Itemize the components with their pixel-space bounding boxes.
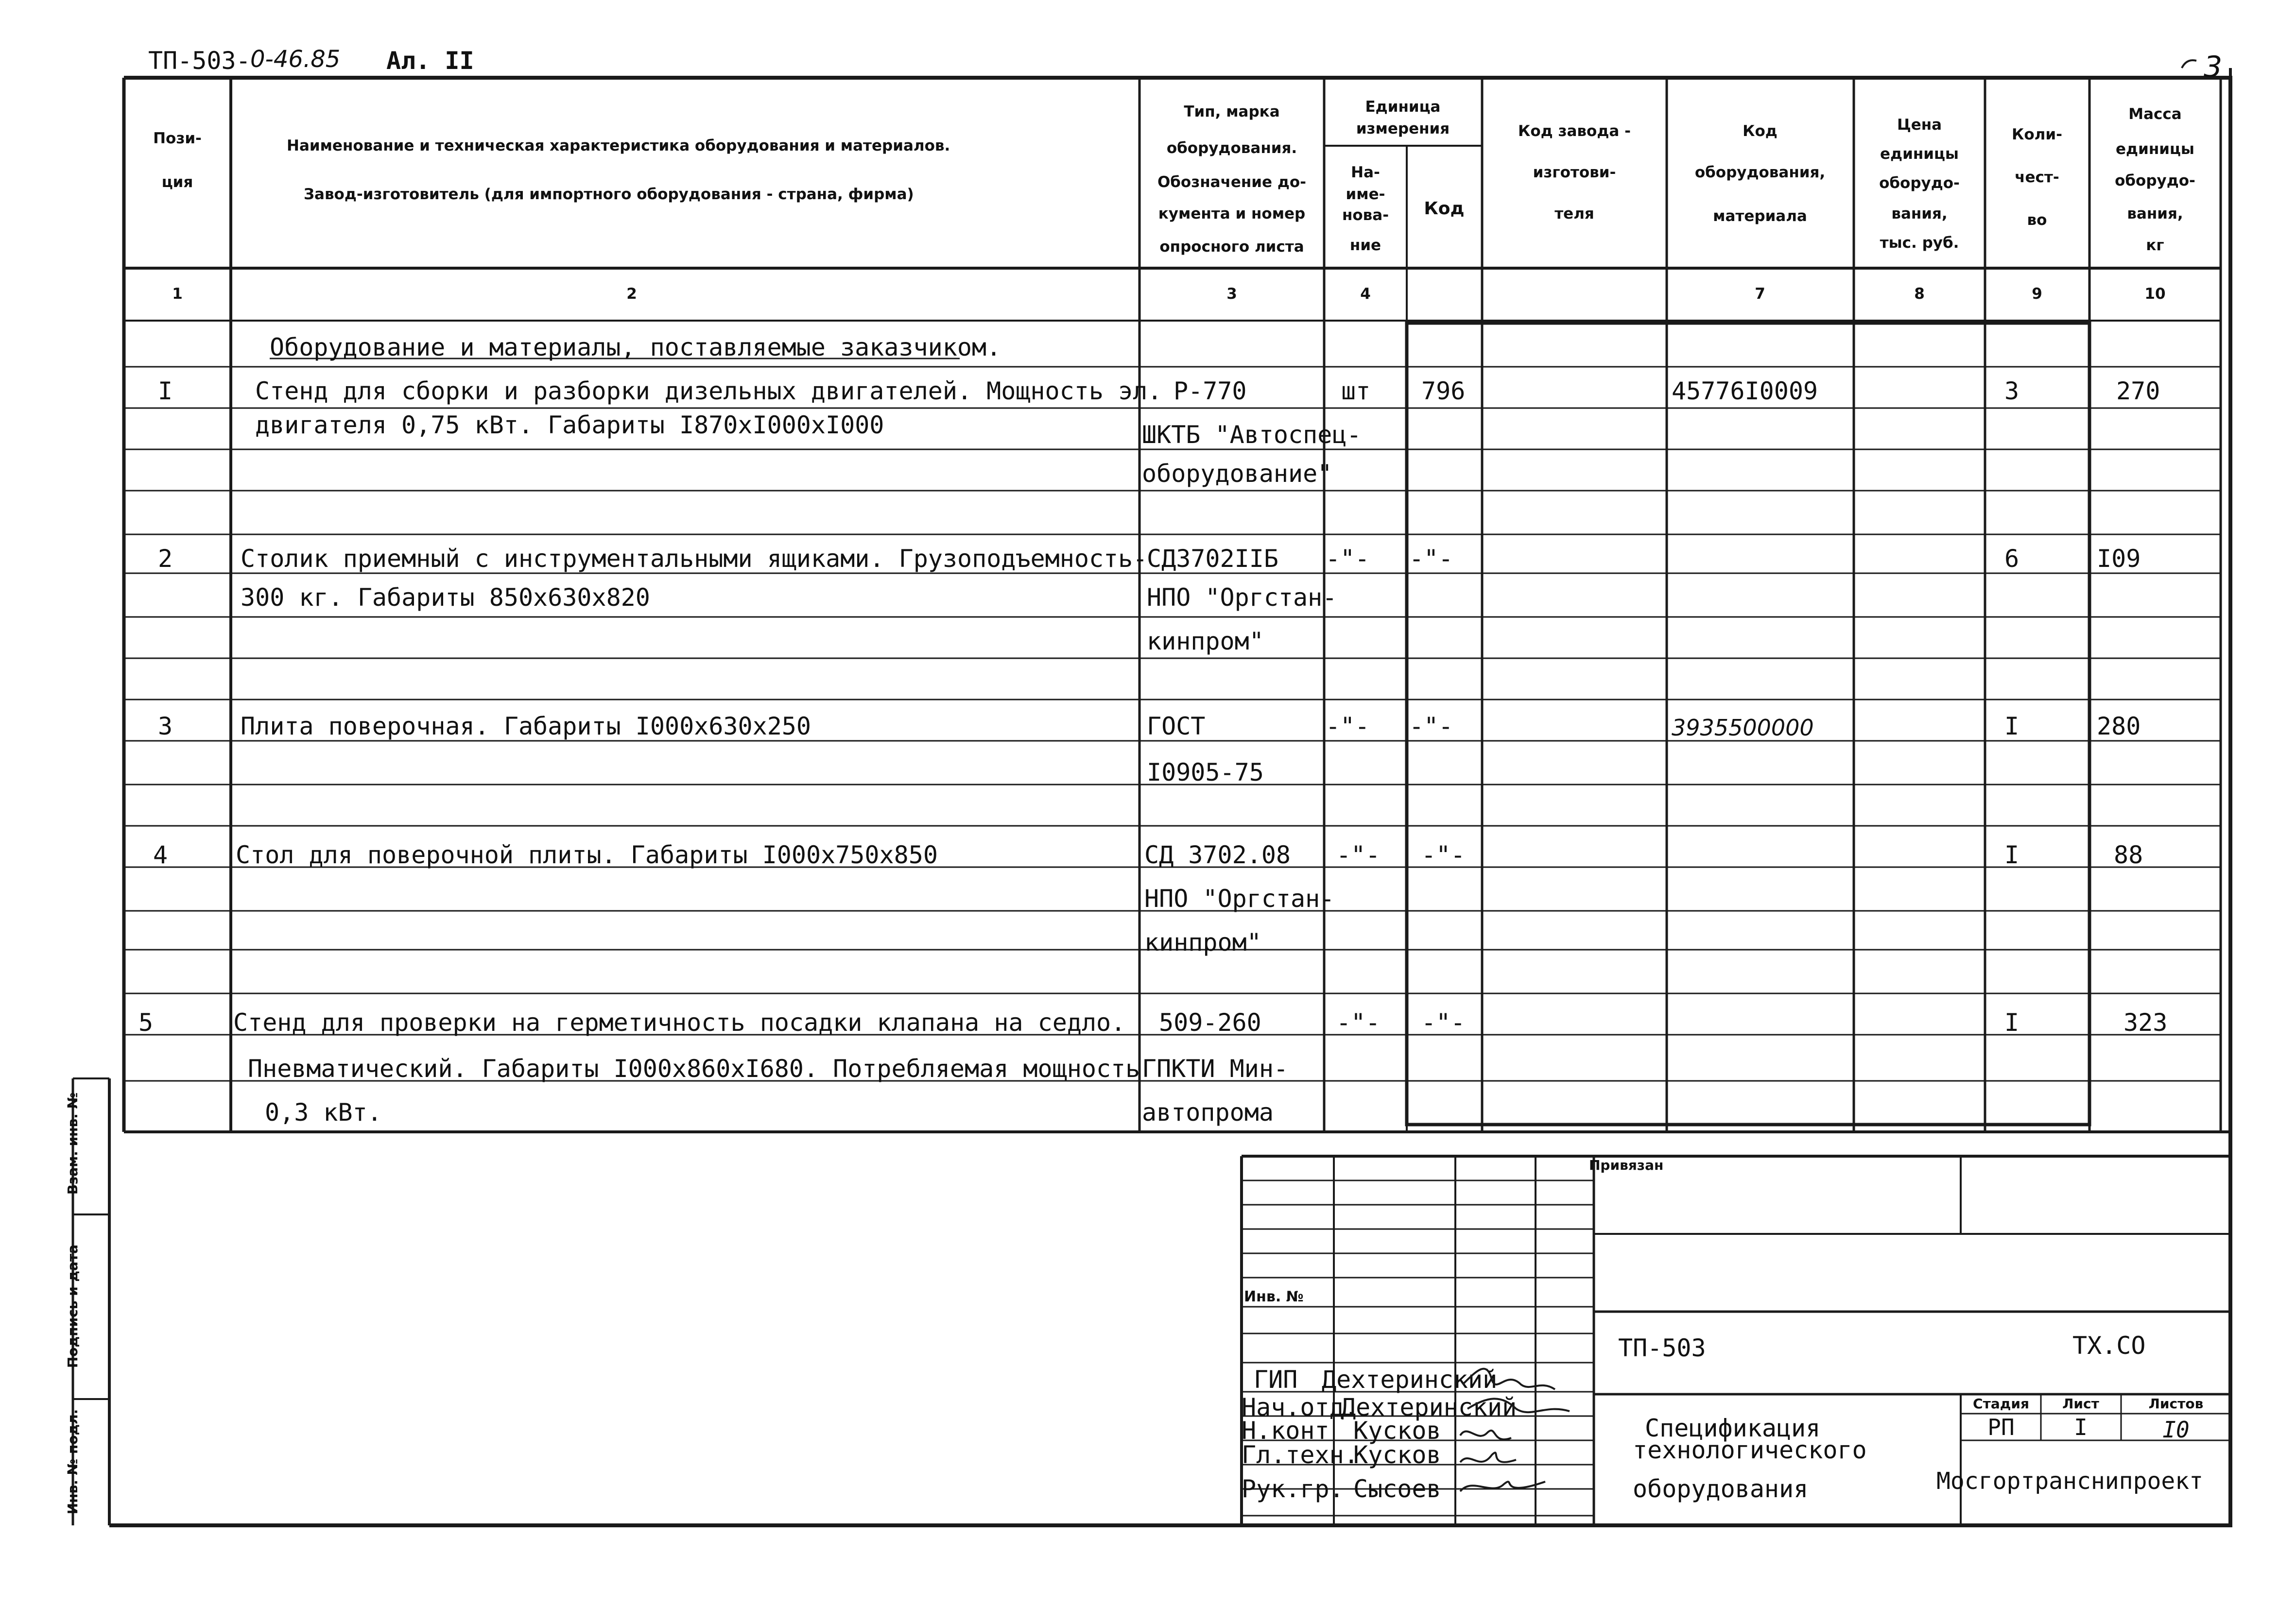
item-4-pos: 4 [153, 841, 168, 869]
stamp-role-4: Гл.техн. [1242, 1441, 1359, 1469]
item-2-unit: -"- [1326, 545, 1370, 573]
stamp-stage-label: Стадия [1973, 1396, 2029, 1412]
item-1-mass: 270 [2116, 377, 2160, 405]
header-col6-l1: Код завода - [1518, 122, 1631, 140]
header-col4-l4: ние [1349, 237, 1381, 254]
header-col10-l5: кг [2146, 237, 2164, 254]
colnum-10: 10 [2144, 285, 2166, 303]
item-3-desc-1: Плита поверочная. Габариты I000x630x250 [241, 712, 811, 740]
header-col8-l5: тыс. руб. [1880, 234, 1959, 252]
header-col4-l3: нова- [1342, 206, 1389, 224]
side-label-podpis: Подпись и дата [65, 1244, 81, 1368]
item-3-mass: 280 [2097, 712, 2141, 740]
header-col2-l1: Наименование и техническая характеристика оборудования и материалов. [287, 137, 950, 154]
stamp-name-5: Сысоев [1353, 1475, 1441, 1503]
colnum-8: 8 [1914, 285, 1925, 303]
header-unit-l1: Единица [1365, 98, 1441, 116]
stamp-sheets: I0 [2162, 1417, 2190, 1443]
item-1-equip-code: 45776I0009 [1672, 377, 1818, 405]
signature-3 [1460, 1431, 1511, 1439]
item-1-pos: I [157, 377, 173, 405]
item-4-type-2: НПО "Оргстан- [1144, 885, 1335, 913]
item-2-type-3: кинпром" [1147, 627, 1264, 655]
stamp-privyazan: Привязан [1589, 1157, 1664, 1173]
header-col6-l2: изготови- [1533, 164, 1616, 181]
item-1-qty: 3 [2004, 377, 2020, 405]
colnum-9: 9 [2032, 285, 2042, 303]
header-col2-l2: Завод-изготовитель (для импортного оборудования - страна, фирма) [304, 186, 914, 203]
item-2-unit-code: -"- [1409, 545, 1453, 573]
item-5-desc-3: 0,3 кВт. [265, 1098, 382, 1127]
stamp-title-3: оборудования [1633, 1475, 1809, 1503]
page-number: 3 [2204, 50, 2223, 84]
item-2-type-1: СД3702IIБ [1147, 545, 1278, 573]
signature-4 [1460, 1452, 1516, 1462]
colnum-4: 4 [1360, 285, 1371, 303]
stamp-inv-no: Инв. № [1244, 1288, 1304, 1305]
stamp-title-2: технологического [1633, 1436, 1867, 1464]
header-col7-l3: материала [1713, 207, 1807, 225]
item-1-type-2: ШКТБ "Автоспец- [1142, 421, 1362, 449]
header-col10-l2: единицы [2116, 140, 2194, 158]
colnum-7: 7 [1755, 285, 1765, 303]
item-3-unit: -"- [1326, 712, 1370, 740]
item-4-unit-code: -"- [1421, 841, 1466, 869]
header-col7-l2: оборудования, [1694, 164, 1826, 181]
header-col8-l3: оборудо- [1879, 174, 1960, 192]
header-col9-l1: Коли- [2012, 126, 2062, 143]
item-2-pos: 2 [157, 545, 173, 573]
stamp-role-3: Н.конт [1242, 1417, 1329, 1445]
item-3-pos: 3 [157, 712, 173, 740]
item-3-equip-code: 3935500000 [1672, 715, 1814, 741]
item-2-qty: 6 [2004, 545, 2020, 573]
stamp-sheet: I [2074, 1414, 2088, 1440]
stamp-role-2: Нач.отд. [1242, 1393, 1359, 1421]
item-3-unit-code: -"- [1409, 712, 1453, 740]
doc-code: ТП-503- [148, 47, 251, 75]
header-col3-l1: Тип, марка [1184, 103, 1280, 120]
stamp-name-4: Кусков [1353, 1441, 1441, 1469]
item-1-desc-2: двигателя 0,75 кВт. Габариты I870xI000xI000 [255, 411, 884, 439]
header-col4-l1: На- [1351, 164, 1380, 181]
item-4-unit: -"- [1336, 841, 1381, 869]
stamp-role-5: Рук.гр. [1242, 1475, 1344, 1503]
header-col3-l5: опросного листа [1159, 238, 1304, 256]
signature-1 [1463, 1369, 1555, 1389]
header-col1-l1: Пози- [153, 130, 202, 147]
side-label-vzam: Взам. инв. № [65, 1092, 81, 1195]
item-3-qty: I [2004, 712, 2020, 740]
signature-5 [1460, 1482, 1545, 1491]
stamp-name-3: Кусков [1353, 1417, 1441, 1445]
item-1-type-3: оборудование" [1142, 460, 1332, 488]
header-col8-l4: вания, [1891, 205, 1948, 222]
item-5-type-2: ГПКТИ Мин- [1142, 1055, 1289, 1083]
item-4-desc-1: Стол для поверочной плиты. Габариты I000x750x850 [236, 841, 938, 869]
header-col10-l1: Масса [2128, 105, 2182, 123]
item-5-pos: 5 [138, 1008, 154, 1037]
header-col7-l1: Код [1743, 122, 1778, 140]
item-2-desc-1: Столик приемный с инструментальными ящиками. Грузоподъемность- [241, 545, 1148, 573]
header-unit-l2: измерения [1356, 120, 1450, 137]
signature-2 [1467, 1399, 1570, 1412]
header-col4-l2: име- [1346, 186, 1385, 203]
item-1-unit-code: 796 [1421, 377, 1466, 405]
item-5-mass: 323 [2123, 1008, 2168, 1037]
item-5-unit: -"- [1336, 1008, 1381, 1037]
colnum-3: 3 [1226, 285, 1237, 303]
stamp-role-1: ГИП [1254, 1366, 1298, 1394]
header-col10-l3: оборудо- [2115, 172, 2195, 189]
signatures [1458, 1350, 1594, 1530]
header-col3-l2: оборудования. [1166, 139, 1297, 157]
item-4-mass: 88 [2114, 841, 2143, 869]
stamp-project: ТП-503 [1618, 1334, 1706, 1362]
header-col5: Код [1424, 199, 1465, 219]
colnum-2: 2 [626, 285, 637, 303]
stamp-name-2: Дехтеринский [1341, 1393, 1517, 1421]
item-2-mass: I09 [2097, 545, 2141, 573]
stamp-stage: РП [1987, 1414, 2015, 1440]
item-5-unit-code: -"- [1421, 1008, 1466, 1037]
item-5-type-1: 509-260 [1159, 1008, 1261, 1037]
stamp-sheets-label: Листов [2148, 1396, 2204, 1412]
stamp-mark: ТХ.СО [2072, 1332, 2146, 1360]
item-1-type-1: Р-770 [1174, 377, 1247, 405]
item-5-qty: I [2004, 1008, 2020, 1037]
header-col1-l2: ция [161, 173, 193, 191]
section-title: Оборудование и материалы, поставляемые заказчиком. [270, 333, 1001, 361]
item-2-type-2: НПО "Оргстан- [1147, 583, 1337, 612]
item-1-desc-1: Стенд для сборки и разборки дизельных двигателей. Мощность эл. [255, 377, 1162, 405]
header-col3-l3: Обозначение до- [1157, 173, 1307, 191]
stamp-sheet-label: Лист [2062, 1396, 2099, 1412]
header-col3-l4: кумента и номер [1158, 205, 1306, 222]
stamp-org: Мосгортранснипроект [1936, 1468, 2204, 1495]
item-3-type-2: I0905-75 [1147, 758, 1264, 786]
item-3-type-1: ГОСТ [1147, 712, 1206, 740]
stamp-title-1: Спецификация [1645, 1414, 1821, 1442]
header-col8-l1: Цена [1897, 116, 1942, 134]
stamp-name-1: Дехтеринский [1322, 1366, 1498, 1394]
header-col8-l2: единицы [1880, 145, 1959, 163]
item-4-qty: I [2004, 841, 2020, 869]
item-4-type-3: кинпром" [1144, 928, 1261, 957]
header-col9-l2: чест- [2015, 169, 2059, 186]
header-col10-l4: вания, [2127, 205, 2183, 222]
item-1-unit: шт [1341, 377, 1371, 405]
album-label: Ал. II [386, 47, 474, 75]
header-col9-l3: во [2027, 211, 2047, 229]
header-col6-l3: теля [1554, 205, 1594, 222]
item-2-desc-2: 300 кг. Габариты 850x630x820 [241, 583, 650, 612]
colnum-1: 1 [172, 285, 183, 303]
doc-code-handwritten: 0-46.85 [250, 46, 341, 73]
item-4-type-1: СД 3702.08 [1144, 841, 1291, 869]
side-label-inv: Инв. № подл. [65, 1409, 81, 1515]
item-5-desc-1: Стенд для проверки на герметичность посадки клапана на седло. [233, 1008, 1126, 1037]
item-5-desc-2: Пневматический. Габариты I000x860xI680. Потребляемая мощность [248, 1055, 1140, 1083]
item-5-type-3: автопрома [1142, 1098, 1274, 1127]
